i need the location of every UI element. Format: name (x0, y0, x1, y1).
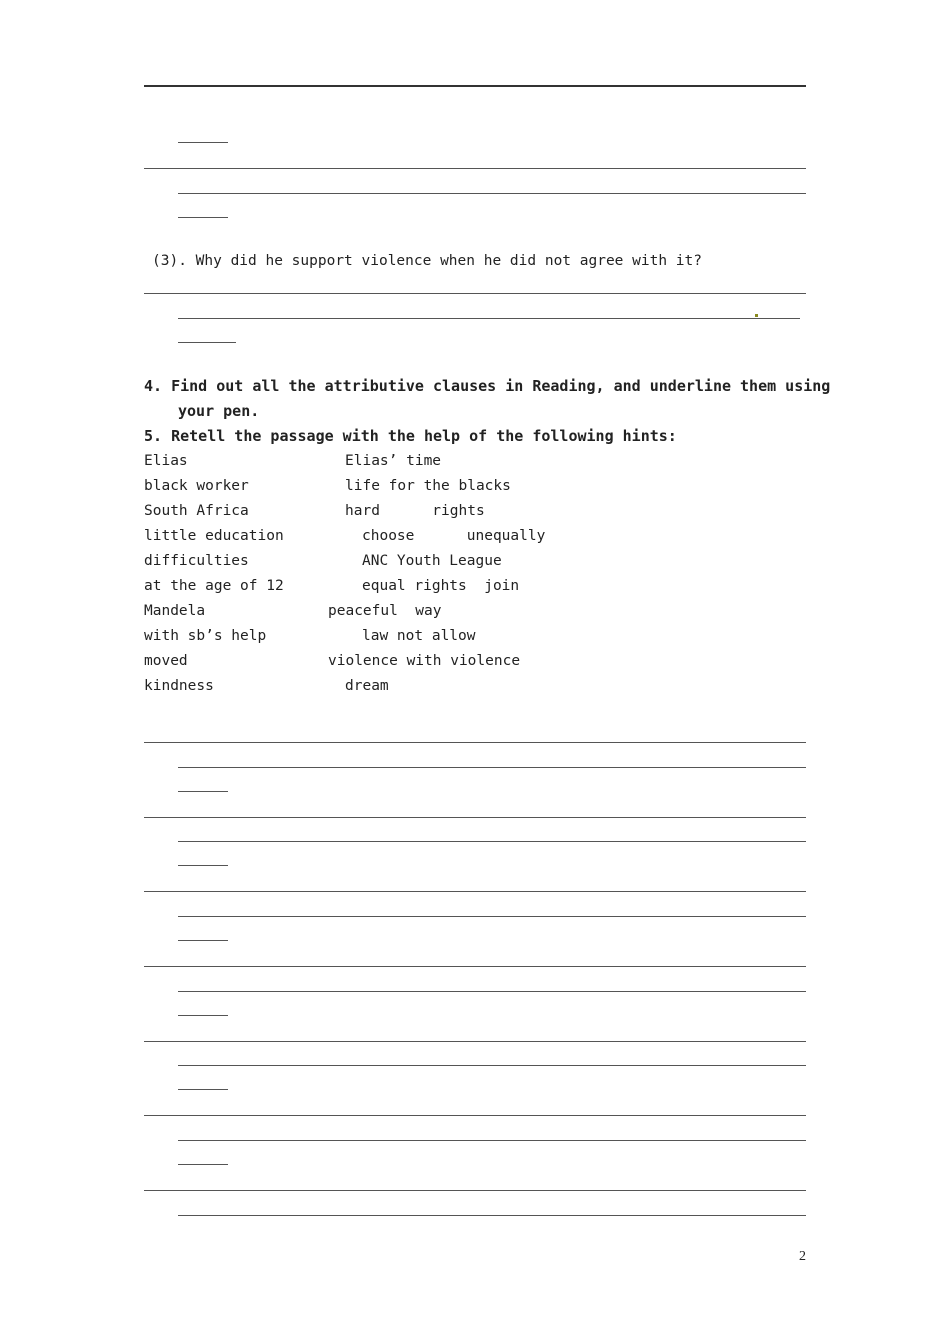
answer-line (178, 318, 800, 319)
hint-right: choose unequally (362, 528, 546, 544)
hint-left: difficulties (144, 553, 249, 569)
hint-right: life for the blacks (345, 478, 511, 494)
answer-line (144, 817, 806, 818)
answer-line-short (178, 791, 228, 792)
answer-line (178, 991, 806, 992)
answer-line (144, 293, 806, 294)
answer-line (144, 1115, 806, 1116)
page-number: 2 (799, 1249, 806, 1264)
answer-line-short (178, 1164, 228, 1165)
task-4-line1: 4. Find out all the attributive clauses in Reading, and underline them using (144, 377, 831, 395)
hint-left: little education (144, 528, 284, 544)
hint-left: Mandela (144, 603, 206, 619)
answer-line-short (178, 1015, 228, 1016)
answer-line (144, 742, 806, 743)
hint-left: at the age of 12 (144, 578, 284, 594)
hint-right: violence with violence (328, 653, 521, 669)
header-rule (144, 85, 806, 87)
answer-line (144, 891, 806, 892)
answer-line (178, 1065, 806, 1066)
answer-line (178, 1140, 806, 1141)
hint-left: moved (144, 653, 188, 669)
answer-line (144, 168, 806, 169)
answer-line-short (178, 1089, 228, 1090)
task-5-heading: 5. Retell the passage with the help of the following hints: (144, 427, 677, 445)
answer-line-short (178, 142, 228, 143)
answer-line (178, 1215, 806, 1216)
hint-left: with sb’s help (144, 628, 267, 644)
stray-mark (755, 314, 758, 317)
hint-right: peaceful way (328, 603, 442, 619)
hint-right: ANC Youth League (362, 553, 502, 569)
answer-line (144, 966, 806, 967)
answer-line (144, 1041, 806, 1042)
answer-line-short (178, 342, 236, 343)
task-4-line2: your pen. (178, 402, 260, 420)
answer-line (178, 841, 806, 842)
answer-line (144, 1190, 806, 1191)
answer-line-short (178, 865, 228, 866)
hint-right: hard rights (345, 503, 485, 519)
hint-left: kindness (144, 678, 214, 694)
hint-right: Elias’ time (345, 453, 442, 469)
answer-line-short (178, 940, 228, 941)
answer-line-short (178, 217, 228, 218)
answer-line (178, 916, 806, 917)
answer-line (178, 193, 806, 194)
answer-line (178, 767, 806, 768)
question-3: (3). Why did he support violence when he did not agree with it? (152, 253, 702, 269)
hint-left: South Africa (144, 503, 249, 519)
hint-right: dream (345, 678, 389, 694)
hint-left: black worker (144, 478, 249, 494)
hint-left: Elias (144, 453, 188, 469)
hint-right: equal rights join (362, 578, 520, 594)
hint-right: law not allow (362, 628, 476, 644)
